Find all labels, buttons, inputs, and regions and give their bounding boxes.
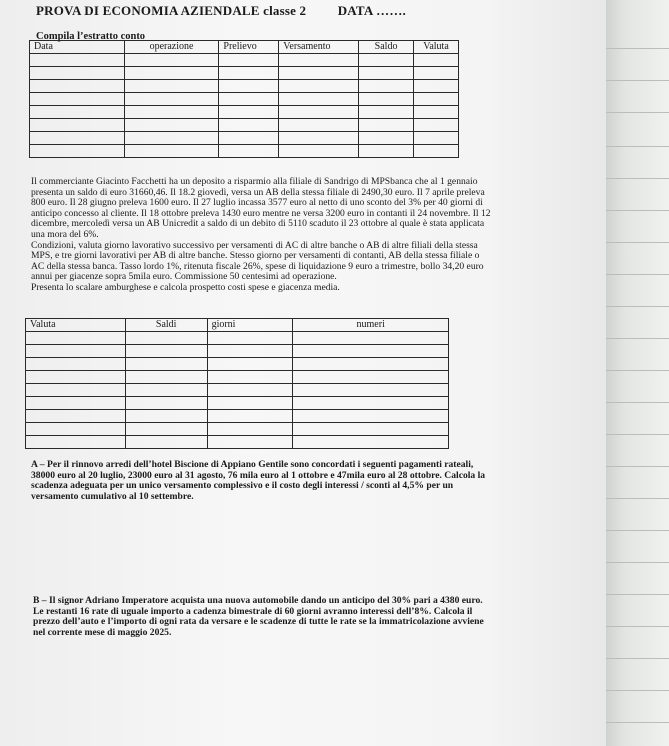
stack-line [606, 146, 669, 147]
col-header-saldo: Saldo [359, 41, 414, 54]
text-line: 38000 euro al 20 luglio, 23000 euro al 31 agosto, 76 mila euro al 1 ottobre e 47mila euro al 28 ottobre. Calcola la [31, 469, 486, 481]
table-row [26, 345, 449, 358]
text-line: Presenta lo scalare amburghese e calcola prospetto costi spese e giacenza media. [31, 281, 340, 293]
stack-line [606, 402, 669, 403]
estratto-conto-table [29, 40, 459, 158]
text-line: Il commerciante Giacinto Facchetti ha un deposito a risparmio alla filiale di Sandrigo di MPSbanca che al 1 gennaio [31, 176, 478, 187]
stack-line [606, 274, 669, 275]
stack-line [606, 80, 669, 81]
table-row [30, 67, 459, 80]
text-line: anticipo concesso al cliente. Il 18 ottobre preleva 1430 euro mentre ne versa 3200 euro in contanti il 24 novembre. Il 12 [31, 207, 491, 219]
stack-line [606, 594, 669, 595]
table-row [30, 80, 459, 93]
table-row [26, 410, 449, 423]
table-row [26, 423, 449, 436]
title-text: PROVA DI ECONOMIA AZIENDALE classe 2 [36, 3, 307, 18]
text-line: prezzo dell’auto e l’importo di ogni rata da versare e le scadenze di tutte le rate se la immatricolazione avviene [33, 616, 484, 628]
text-line: versamento cumulativo al 10 settembre. [31, 490, 194, 502]
stack-line [606, 242, 669, 243]
estratto-label: Compila l’estratto conto [36, 31, 146, 42]
table-row [30, 54, 459, 67]
text-line: Condizioni, valuta giorno lavorativo successivo per versamenti di AC di altre banche o AB di altre filiali della stessa [31, 239, 478, 251]
stack-line [606, 370, 669, 371]
table-header-row [30, 41, 459, 54]
stack-line [606, 498, 669, 499]
date-label: DATA ……. [337, 3, 406, 18]
col-header-versamento: Versamento [279, 41, 359, 54]
stack-line [606, 306, 669, 307]
col-header-valuta: Valuta [414, 41, 459, 54]
stack-line [606, 178, 669, 179]
text-line: B – Il signor Adriano Imperatore acquista una nuova automobile dando un anticipo del 30% pari a 4380 euro. [33, 595, 483, 606]
problem-b-text [33, 596, 538, 638]
table-row [26, 436, 449, 449]
text-line: annui per giacenze sopra 5mila euro. Commissione 50 centesimi ad operazione. [31, 271, 337, 283]
col-header-operazione: operazione [124, 41, 219, 54]
stack-line [606, 530, 669, 531]
text-line: nel corrente mese di maggio 2025. [33, 626, 172, 638]
stack-line [606, 434, 669, 435]
stack-line [606, 48, 669, 49]
page-stack-edge [606, 0, 669, 746]
stack-line [606, 722, 669, 723]
text-line: dicembre, mercoledì versa un AB Unicredit a saldo di un debito di 5110 scaduto il 23 ottobre al quale è stata applicata [31, 218, 485, 230]
scalare-table [25, 318, 449, 449]
col-header-valuta: Valuta [26, 319, 126, 332]
table-row [30, 106, 459, 119]
problem-1-text [31, 177, 545, 294]
stack-line [606, 690, 669, 691]
table-row [26, 358, 449, 371]
col-header-numeri: numeri [293, 319, 449, 332]
stack-line [606, 210, 669, 211]
page-title [36, 3, 406, 19]
table-row [26, 371, 449, 384]
table-row [30, 145, 459, 158]
stack-line [606, 338, 669, 339]
problem-a-text [31, 460, 536, 502]
col-header-data: Data [30, 41, 125, 54]
col-header-giorni: giorni [207, 319, 293, 332]
stack-line [606, 562, 669, 563]
text-line: scadenza adeguata per un unico versamento complessivo e il costo degli interessi / sconti al 4,5% per un [31, 480, 454, 492]
table-row [30, 132, 459, 145]
text-line: AC della stessa banca. Tasso lordo 1%, ritenuta fiscale 26%, spese di liquidazione 9 euro a trimestre, bollo 34,20 euro [31, 260, 484, 272]
text-line: A – Per il rinnovo arredi dell’hotel Biscione di Appiano Gentile sono concordati i seguenti pagamenti rateali, [31, 459, 474, 470]
table-row [30, 119, 459, 132]
text-line: Le restanti 16 rate di uguale importo a cadenza bimestrale di 60 giorni avranno interessi dell’8%. Calcola il [33, 605, 473, 617]
text-line: 800 euro. Il 28 giugno preleva 1600 euro. Il 27 luglio incassa 3577 euro al netto di uno sconto del 3% per 40 giorni di [31, 197, 483, 209]
table-row [26, 332, 449, 345]
stack-line [606, 466, 669, 467]
col-header-prelievo: Prelievo [219, 41, 279, 54]
text-line: presenta un saldo di euro 31660,46. Il 18.2 giovedì, versa un AB della stessa filiale di 2490,30 euro. Il 7 aprile preleva [31, 186, 485, 198]
stack-line [606, 112, 669, 113]
col-header-saldi: Saldi [125, 319, 207, 332]
table-row [30, 93, 459, 106]
table-header-row [26, 319, 449, 332]
text-line: una mora del 6%. [31, 228, 99, 240]
stack-line [606, 658, 669, 659]
table-row [26, 384, 449, 397]
text-line: MPS, e tre giorni lavorativi per AB di altre banche. Stesso giorno per versamenti di contanti, AB della stessa filiale o [31, 250, 480, 262]
table-row [26, 397, 449, 410]
stack-line [606, 626, 669, 627]
